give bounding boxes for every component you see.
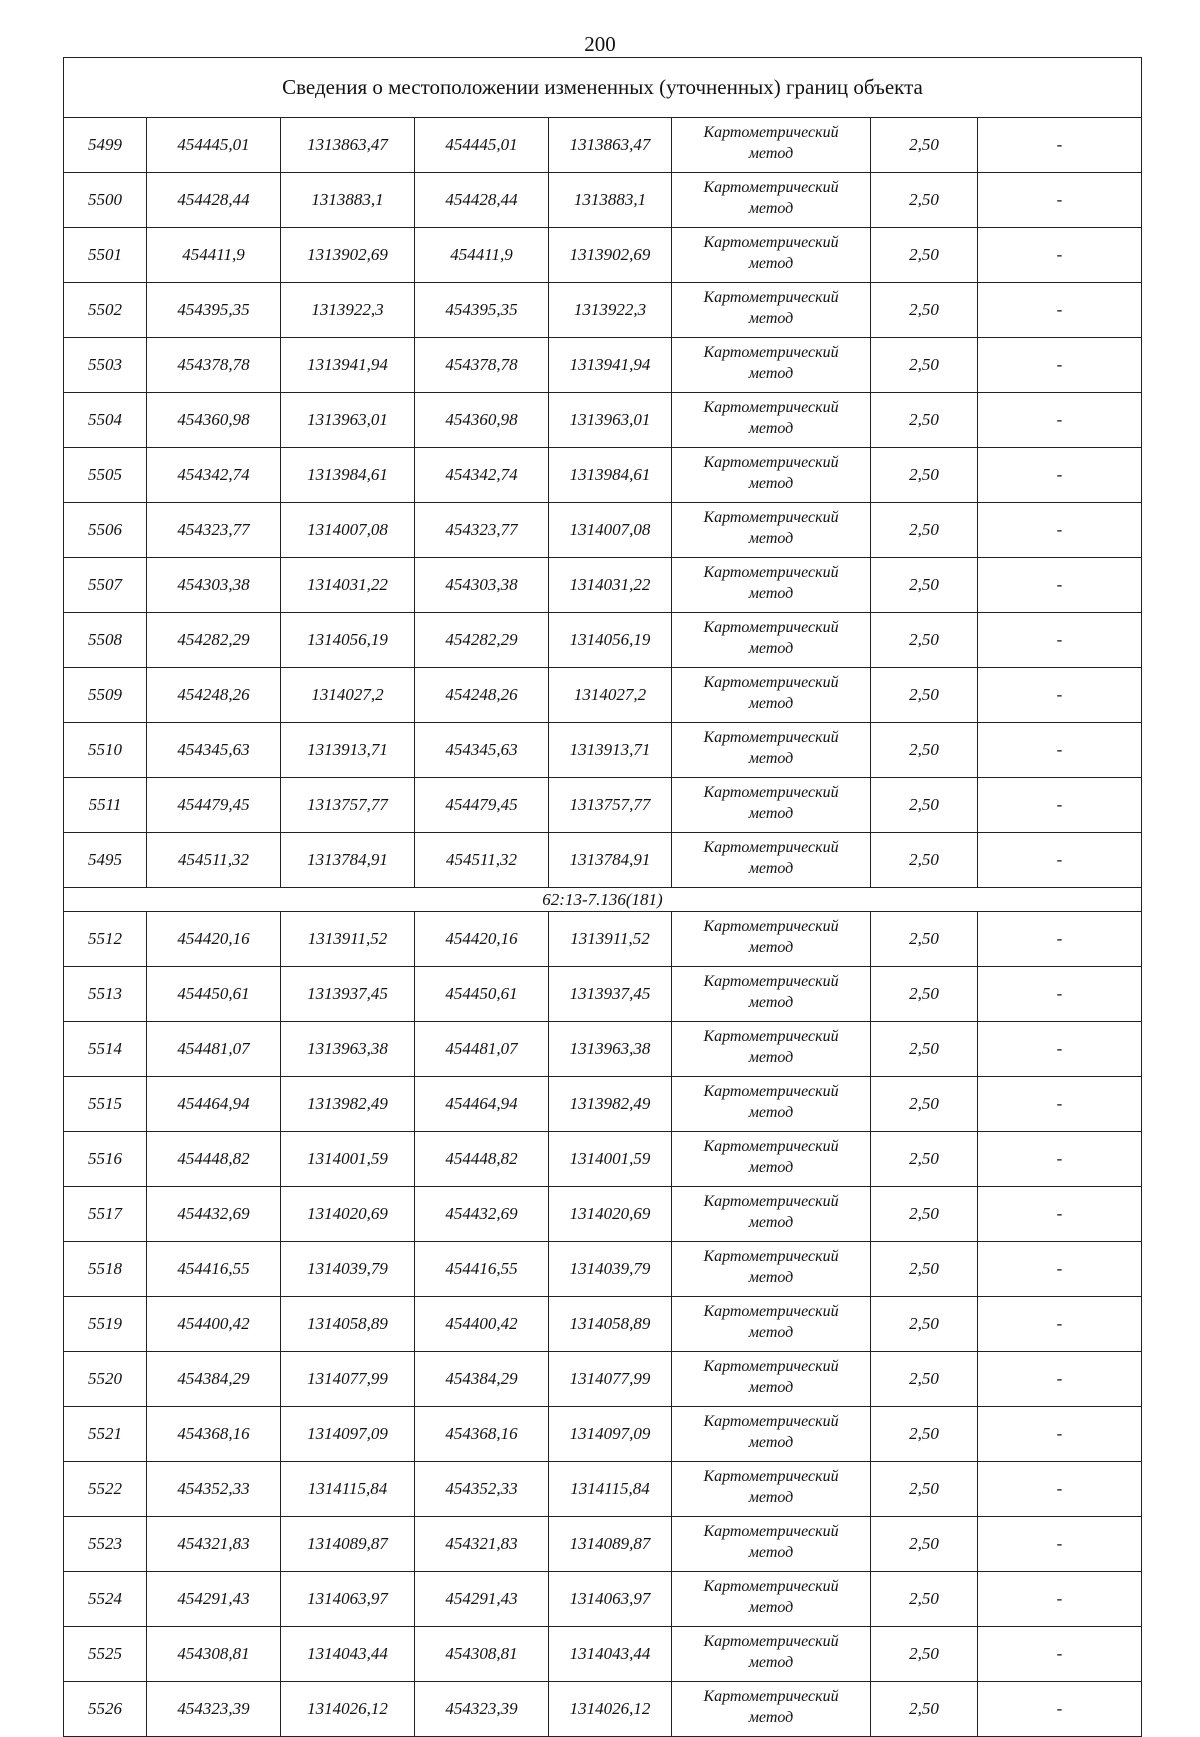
point-number-cell: 5519 [64,1297,147,1352]
method-cell: Картометрический метод [672,1077,871,1132]
table-row [64,1297,1142,1352]
x-new-cell: 454479,45 [415,778,549,833]
table-row [64,228,1142,283]
x-old-cell: 454450,61 [147,967,281,1022]
y-new-cell: 1314043,44 [549,1627,672,1682]
y-old-cell: 1314089,87 [281,1517,415,1572]
x-old-cell: 454345,63 [147,723,281,778]
x-new-cell: 454511,32 [415,833,549,888]
page-number: 200 [584,32,616,56]
accuracy-cell: 2,50 [871,1682,978,1737]
description-cell: - [978,393,1142,448]
x-new-cell: 454395,35 [415,283,549,338]
method-cell: Картометрический метод [672,668,871,723]
description-cell: - [978,118,1142,173]
x-new-cell: 454352,33 [415,1462,549,1517]
method-cell: Картометрический метод [672,1627,871,1682]
description-cell: - [978,1462,1142,1517]
method-cell: Картометрический метод [672,558,871,613]
x-old-cell: 454428,44 [147,173,281,228]
description-cell: - [978,1682,1142,1737]
y-new-cell: 1314039,79 [549,1242,672,1297]
table-row [64,723,1142,778]
y-new-cell: 1313757,77 [549,778,672,833]
x-old-cell: 454432,69 [147,1187,281,1242]
y-old-cell: 1313911,52 [281,912,415,967]
y-old-cell: 1313984,61 [281,448,415,503]
description-cell: - [978,558,1142,613]
point-number-cell: 5512 [64,912,147,967]
x-old-cell: 454511,32 [147,833,281,888]
x-old-cell: 454360,98 [147,393,281,448]
x-new-cell: 454445,01 [415,118,549,173]
point-number-cell: 5499 [64,118,147,173]
accuracy-cell: 2,50 [871,967,978,1022]
x-new-cell: 454345,63 [415,723,549,778]
accuracy-cell: 2,50 [871,558,978,613]
description-cell: - [978,778,1142,833]
point-number-cell: 5522 [64,1462,147,1517]
table-row [64,503,1142,558]
y-old-cell: 1314097,09 [281,1407,415,1462]
accuracy-cell: 2,50 [871,1242,978,1297]
y-old-cell: 1314031,22 [281,558,415,613]
x-new-cell: 454416,55 [415,1242,549,1297]
x-old-cell: 454282,29 [147,613,281,668]
x-old-cell: 454303,38 [147,558,281,613]
point-number-cell: 5511 [64,778,147,833]
x-old-cell: 454395,35 [147,283,281,338]
description-cell: - [978,503,1142,558]
y-old-cell: 1314020,69 [281,1187,415,1242]
x-old-cell: 454479,45 [147,778,281,833]
accuracy-cell: 2,50 [871,393,978,448]
y-new-cell: 1314097,09 [549,1407,672,1462]
x-old-cell: 454384,29 [147,1352,281,1407]
accuracy-cell: 2,50 [871,1297,978,1352]
y-old-cell: 1314039,79 [281,1242,415,1297]
method-cell: Картометрический метод [672,393,871,448]
table-row [64,1682,1142,1737]
y-new-cell: 1313941,94 [549,338,672,393]
x-old-cell: 454342,74 [147,448,281,503]
method-cell: Картометрический метод [672,1572,871,1627]
table-row [64,1077,1142,1132]
point-number-cell: 5505 [64,448,147,503]
accuracy-cell: 2,50 [871,173,978,228]
method-cell: Картометрический метод [672,912,871,967]
point-number-cell: 5508 [64,613,147,668]
table-row [64,173,1142,228]
method-cell: Картометрический метод [672,1022,871,1077]
y-old-cell: 1313784,91 [281,833,415,888]
x-new-cell: 454308,81 [415,1627,549,1682]
method-cell: Картометрический метод [672,173,871,228]
x-new-cell: 454321,83 [415,1517,549,1572]
accuracy-cell: 2,50 [871,228,978,283]
y-old-cell: 1313883,1 [281,173,415,228]
x-old-cell: 454378,78 [147,338,281,393]
x-old-cell: 454291,43 [147,1572,281,1627]
table-row [64,967,1142,1022]
description-cell: - [978,668,1142,723]
y-old-cell: 1314001,59 [281,1132,415,1187]
point-number-cell: 5513 [64,967,147,1022]
table-row [64,393,1142,448]
x-new-cell: 454481,07 [415,1022,549,1077]
table-row [64,1407,1142,1462]
accuracy-cell: 2,50 [871,1627,978,1682]
y-new-cell: 1314115,84 [549,1462,672,1517]
y-new-cell: 1313883,1 [549,173,672,228]
x-old-cell: 454400,42 [147,1297,281,1352]
description-cell: - [978,613,1142,668]
y-old-cell: 1314043,44 [281,1627,415,1682]
y-new-cell: 1313963,01 [549,393,672,448]
accuracy-cell: 2,50 [871,1352,978,1407]
accuracy-cell: 2,50 [871,1077,978,1132]
y-old-cell: 1313941,94 [281,338,415,393]
description-cell: - [978,1517,1142,1572]
method-cell: Картометрический метод [672,1352,871,1407]
y-old-cell: 1313757,77 [281,778,415,833]
table-row [64,1517,1142,1572]
y-new-cell: 1314027,2 [549,668,672,723]
x-old-cell: 454248,26 [147,668,281,723]
y-old-cell: 1314026,12 [281,1682,415,1737]
method-cell: Картометрический метод [672,1242,871,1297]
table-row [64,668,1142,723]
x-new-cell: 454432,69 [415,1187,549,1242]
x-new-cell: 454248,26 [415,668,549,723]
accuracy-cell: 2,50 [871,613,978,668]
description-cell: - [978,1297,1142,1352]
description-cell: - [978,912,1142,967]
point-number-cell: 5524 [64,1572,147,1627]
method-cell: Картометрический метод [672,1517,871,1572]
table-title-row [64,58,1142,118]
x-new-cell: 454378,78 [415,338,549,393]
y-old-cell: 1313913,71 [281,723,415,778]
method-cell: Картометрический метод [672,503,871,558]
table-row [64,558,1142,613]
y-old-cell: 1314115,84 [281,1462,415,1517]
description-cell: - [978,1407,1142,1462]
accuracy-cell: 2,50 [871,283,978,338]
description-cell: - [978,1572,1142,1627]
accuracy-cell: 2,50 [871,448,978,503]
x-old-cell: 454445,01 [147,118,281,173]
section-label: 62:13-7.136(181) [64,888,1142,912]
y-new-cell: 1314077,99 [549,1352,672,1407]
y-new-cell: 1313911,52 [549,912,672,967]
description-cell: - [978,228,1142,283]
point-number-cell: 5523 [64,1517,147,1572]
table-row [64,1572,1142,1627]
x-new-cell: 454400,42 [415,1297,549,1352]
accuracy-cell: 2,50 [871,1132,978,1187]
point-number-cell: 5516 [64,1132,147,1187]
point-number-cell: 5514 [64,1022,147,1077]
x-new-cell: 454411,9 [415,228,549,283]
table-row [64,1352,1142,1407]
x-old-cell: 454323,77 [147,503,281,558]
point-number-cell: 5502 [64,283,147,338]
x-old-cell: 454416,55 [147,1242,281,1297]
table-row [64,1242,1142,1297]
point-number-cell: 5509 [64,668,147,723]
y-old-cell: 1313963,01 [281,393,415,448]
method-cell: Картометрический метод [672,967,871,1022]
y-new-cell: 1313863,47 [549,118,672,173]
section-row [64,888,1142,912]
method-cell: Картометрический метод [672,778,871,833]
x-new-cell: 454428,44 [415,173,549,228]
point-number-cell: 5510 [64,723,147,778]
description-cell: - [978,1242,1142,1297]
x-old-cell: 454308,81 [147,1627,281,1682]
y-new-cell: 1314089,87 [549,1517,672,1572]
accuracy-cell: 2,50 [871,912,978,967]
description-cell: - [978,967,1142,1022]
method-cell: Картометрический метод [672,448,871,503]
y-new-cell: 1314007,08 [549,503,672,558]
y-old-cell: 1314063,97 [281,1572,415,1627]
method-cell: Картометрический метод [672,613,871,668]
point-number-cell: 5501 [64,228,147,283]
description-cell: - [978,173,1142,228]
accuracy-cell: 2,50 [871,338,978,393]
table-row [64,1187,1142,1242]
x-old-cell: 454323,39 [147,1682,281,1737]
y-old-cell: 1313863,47 [281,118,415,173]
point-number-cell: 5515 [64,1077,147,1132]
boundary-table [63,57,1142,1737]
x-new-cell: 454323,39 [415,1682,549,1737]
method-cell: Картометрический метод [672,1407,871,1462]
x-old-cell: 454411,9 [147,228,281,283]
x-new-cell: 454303,38 [415,558,549,613]
table-row [64,283,1142,338]
method-cell: Картометрический метод [672,1132,871,1187]
point-number-cell: 5495 [64,833,147,888]
y-new-cell: 1313937,45 [549,967,672,1022]
x-new-cell: 454450,61 [415,967,549,1022]
point-number-cell: 5504 [64,393,147,448]
x-new-cell: 454323,77 [415,503,549,558]
accuracy-cell: 2,50 [871,1022,978,1077]
x-old-cell: 454321,83 [147,1517,281,1572]
x-new-cell: 454282,29 [415,613,549,668]
accuracy-cell: 2,50 [871,1517,978,1572]
table-row [64,338,1142,393]
point-number-cell: 5526 [64,1682,147,1737]
accuracy-cell: 2,50 [871,1462,978,1517]
x-old-cell: 454448,82 [147,1132,281,1187]
point-number-cell: 5506 [64,503,147,558]
y-old-cell: 1314056,19 [281,613,415,668]
description-cell: - [978,1352,1142,1407]
table-row [64,448,1142,503]
y-old-cell: 1314007,08 [281,503,415,558]
y-old-cell: 1313963,38 [281,1022,415,1077]
table-row [64,1627,1142,1682]
x-new-cell: 454291,43 [415,1572,549,1627]
y-old-cell: 1314058,89 [281,1297,415,1352]
x-new-cell: 454360,98 [415,393,549,448]
x-old-cell: 454464,94 [147,1077,281,1132]
y-new-cell: 1314058,89 [549,1297,672,1352]
y-new-cell: 1313902,69 [549,228,672,283]
method-cell: Картометрический метод [672,1297,871,1352]
y-new-cell: 1314056,19 [549,613,672,668]
point-number-cell: 5503 [64,338,147,393]
description-cell: - [978,1022,1142,1077]
description-cell: - [978,338,1142,393]
point-number-cell: 5517 [64,1187,147,1242]
y-new-cell: 1313784,91 [549,833,672,888]
y-old-cell: 1313982,49 [281,1077,415,1132]
method-cell: Картометрический метод [672,283,871,338]
method-cell: Картометрический метод [672,338,871,393]
description-cell: - [978,283,1142,338]
x-new-cell: 454464,94 [415,1077,549,1132]
description-cell: - [978,448,1142,503]
y-old-cell: 1314027,2 [281,668,415,723]
table-row [64,613,1142,668]
accuracy-cell: 2,50 [871,118,978,173]
description-cell: - [978,1077,1142,1132]
accuracy-cell: 2,50 [871,723,978,778]
accuracy-cell: 2,50 [871,1407,978,1462]
x-new-cell: 454342,74 [415,448,549,503]
y-new-cell: 1313963,38 [549,1022,672,1077]
description-cell: - [978,1187,1142,1242]
table-row [64,778,1142,833]
table-row [64,1022,1142,1077]
x-old-cell: 454368,16 [147,1407,281,1462]
y-new-cell: 1313984,61 [549,448,672,503]
point-number-cell: 5507 [64,558,147,613]
y-new-cell: 1313913,71 [549,723,672,778]
y-new-cell: 1313982,49 [549,1077,672,1132]
table-row [64,912,1142,967]
point-number-cell: 5500 [64,173,147,228]
y-new-cell: 1314026,12 [549,1682,672,1737]
point-number-cell: 5521 [64,1407,147,1462]
description-cell: - [978,1132,1142,1187]
y-old-cell: 1313937,45 [281,967,415,1022]
table-title: Сведения о местоположении измененных (уточненных) границ объекта [64,58,1142,118]
x-new-cell: 454368,16 [415,1407,549,1462]
x-old-cell: 454420,16 [147,912,281,967]
description-cell: - [978,1627,1142,1682]
table-row [64,118,1142,173]
accuracy-cell: 2,50 [871,833,978,888]
method-cell: Картометрический метод [672,228,871,283]
x-old-cell: 454481,07 [147,1022,281,1077]
y-new-cell: 1314001,59 [549,1132,672,1187]
y-new-cell: 1314031,22 [549,558,672,613]
x-new-cell: 454384,29 [415,1352,549,1407]
method-cell: Картометрический метод [672,1462,871,1517]
y-new-cell: 1313922,3 [549,283,672,338]
table-row [64,1462,1142,1517]
method-cell: Картометрический метод [672,833,871,888]
accuracy-cell: 2,50 [871,503,978,558]
point-number-cell: 5520 [64,1352,147,1407]
y-new-cell: 1314063,97 [549,1572,672,1627]
point-number-cell: 5525 [64,1627,147,1682]
method-cell: Картометрический метод [672,1187,871,1242]
y-new-cell: 1314020,69 [549,1187,672,1242]
method-cell: Картометрический метод [672,723,871,778]
table-row [64,833,1142,888]
y-old-cell: 1314077,99 [281,1352,415,1407]
description-cell: - [978,723,1142,778]
point-number-cell: 5518 [64,1242,147,1297]
y-old-cell: 1313902,69 [281,228,415,283]
table-row [64,1132,1142,1187]
method-cell: Картометрический метод [672,1682,871,1737]
method-cell: Картометрический метод [672,118,871,173]
accuracy-cell: 2,50 [871,1572,978,1627]
accuracy-cell: 2,50 [871,778,978,833]
accuracy-cell: 2,50 [871,668,978,723]
y-old-cell: 1313922,3 [281,283,415,338]
accuracy-cell: 2,50 [871,1187,978,1242]
description-cell: - [978,833,1142,888]
x-old-cell: 454352,33 [147,1462,281,1517]
x-new-cell: 454420,16 [415,912,549,967]
x-new-cell: 454448,82 [415,1132,549,1187]
